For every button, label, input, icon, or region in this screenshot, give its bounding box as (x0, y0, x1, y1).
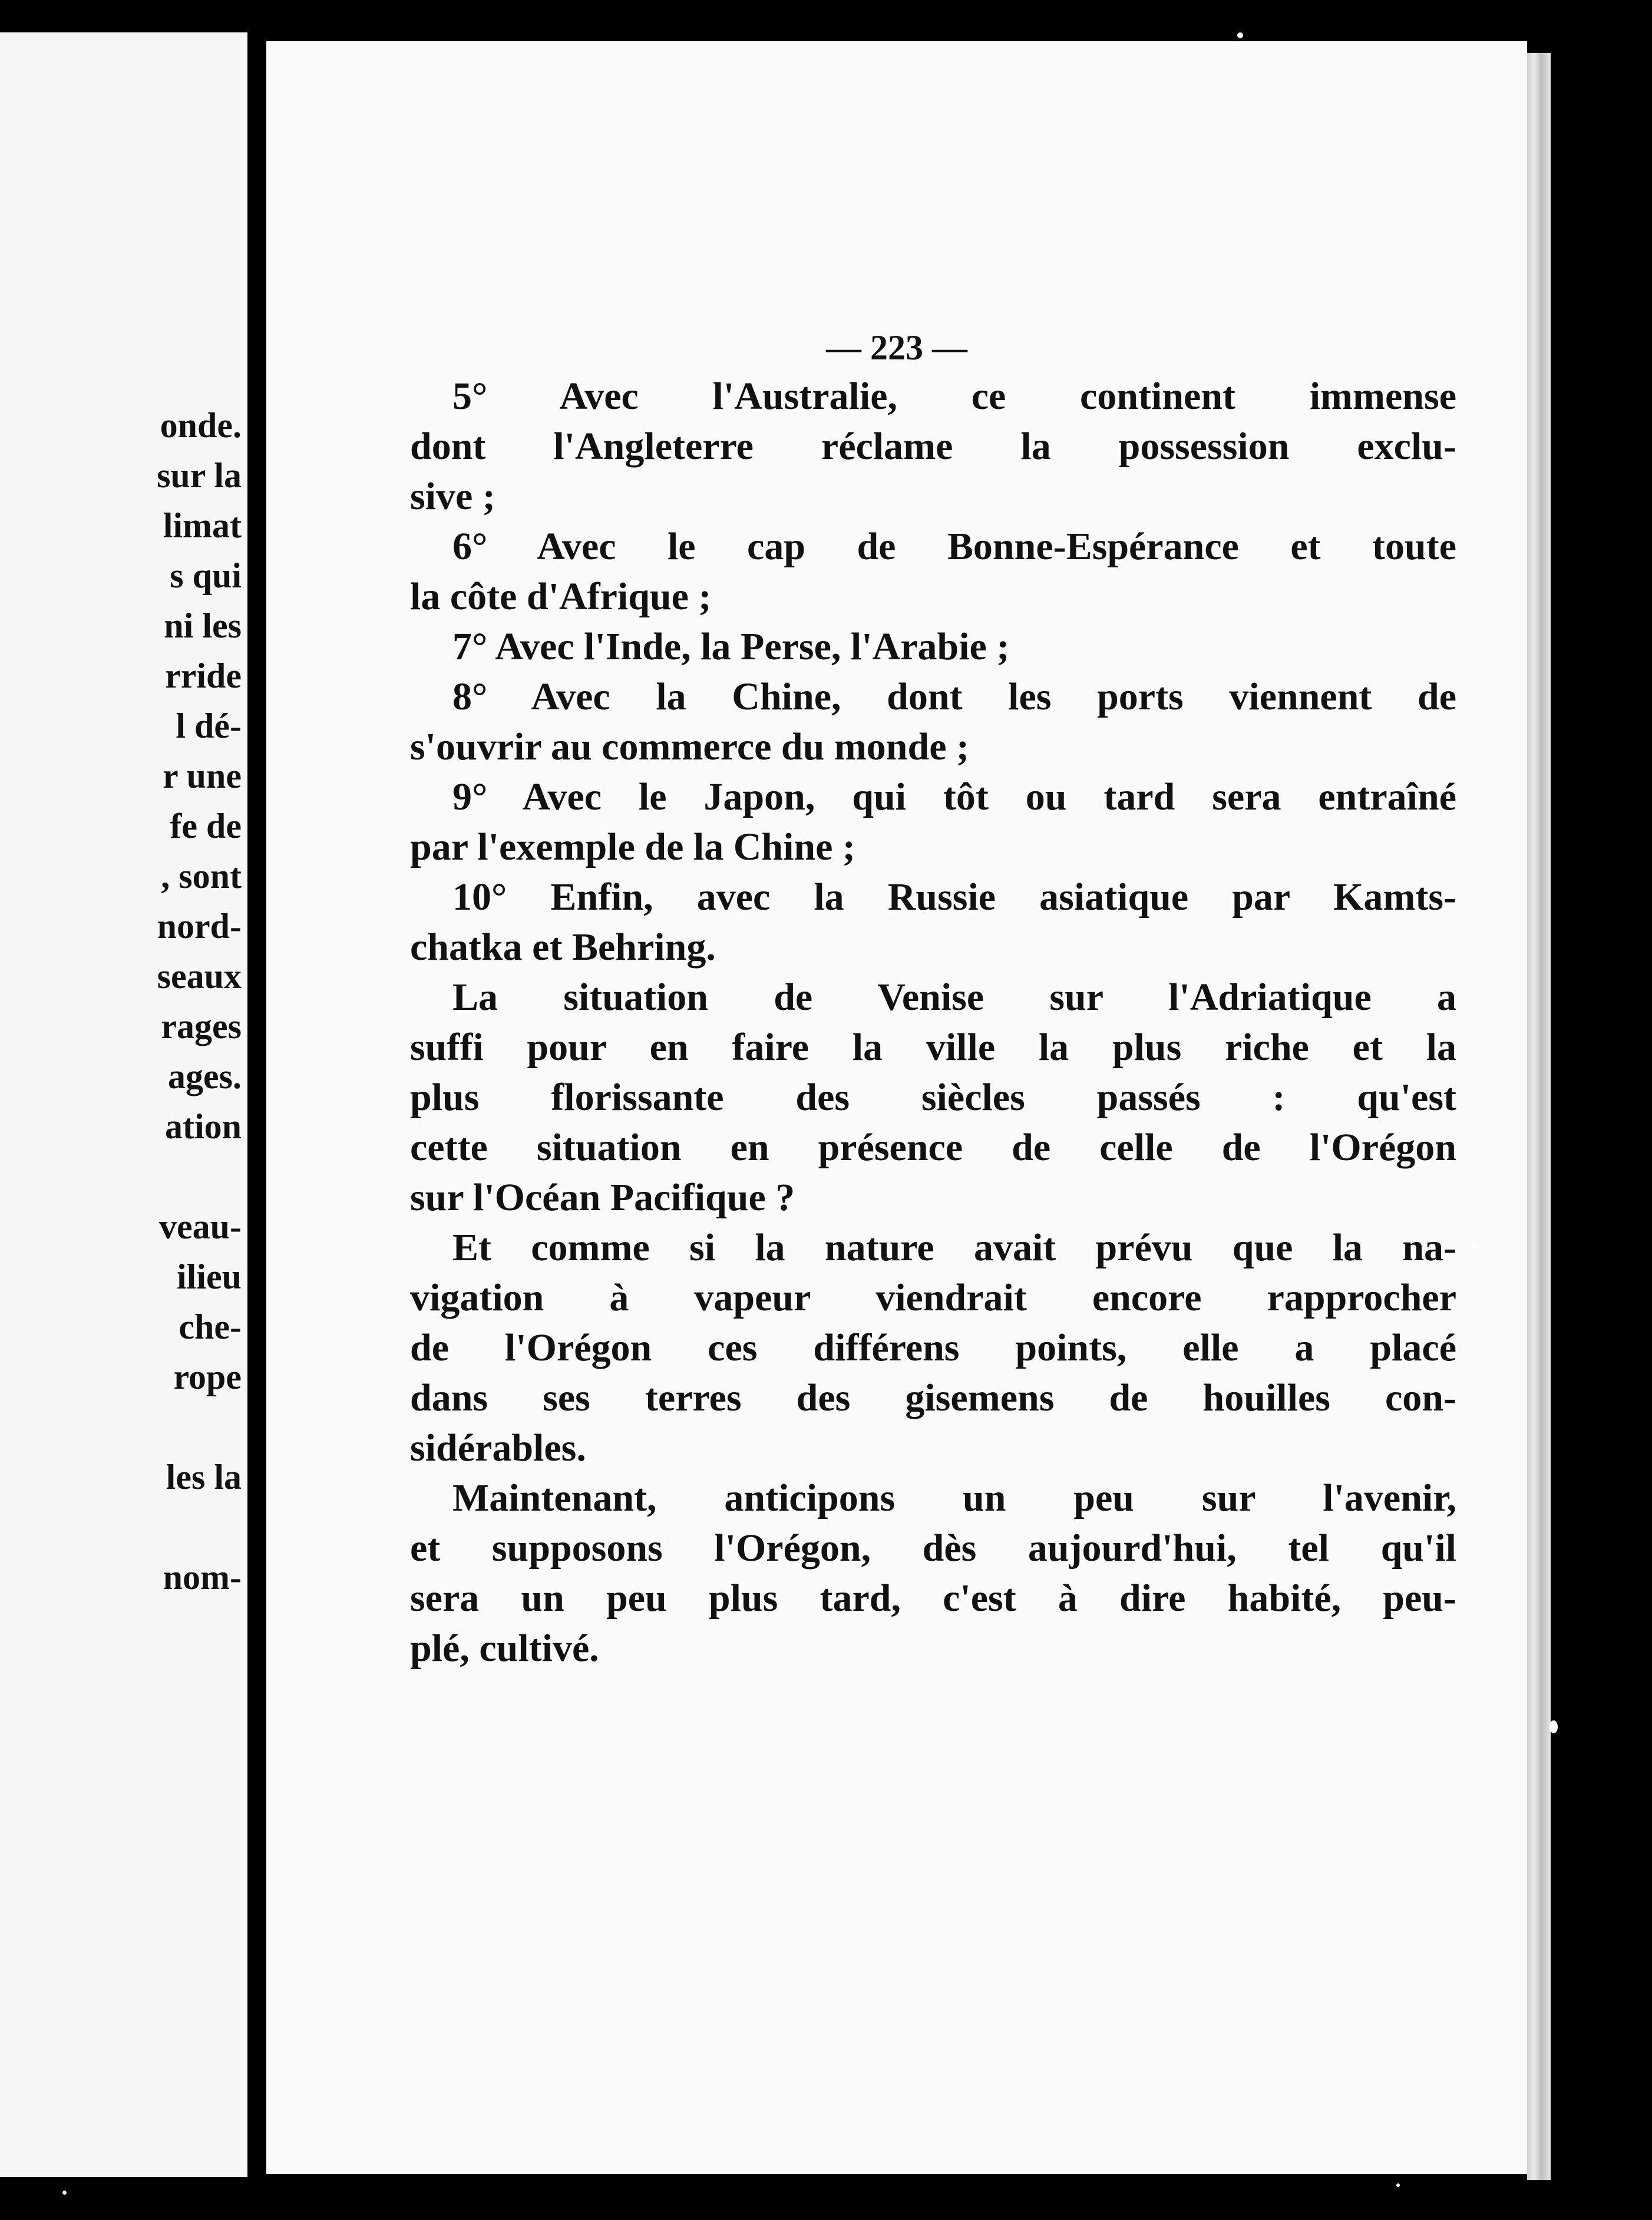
left-line: ilieu (176, 1257, 242, 1296)
left-line: sur la (157, 456, 242, 495)
text-line: la côte d'Afrique ; (410, 575, 712, 618)
left-line: limat (163, 506, 242, 545)
text-line: vigation à vapeur viendrait encore rapprocher (410, 1276, 1456, 1319)
text-line: dont l'Angleterre réclame la possession exclu- (410, 425, 1456, 468)
book-gutter (247, 47, 265, 2192)
text-line: par l'exemple de la Chine ; (410, 825, 855, 868)
text-line: sera un peu plus tard, c'est à dire habité, peu- (410, 1577, 1456, 1620)
left-line: veau- (159, 1207, 242, 1246)
left-line: r une (163, 756, 242, 795)
page-number: — 223 — (826, 328, 967, 367)
left-line: ages. (168, 1057, 242, 1096)
right-page (266, 41, 1527, 2174)
left-line: seaux (157, 957, 242, 996)
text-line: sur l'Océan Pacifique ? (410, 1176, 795, 1219)
text-line: plus florissante des siècles passés : qu'est (410, 1076, 1456, 1119)
text-line: 6° Avec le cap de Bonne-Espérance et toute (452, 525, 1456, 568)
left-line: rages (161, 1007, 242, 1046)
scan-speck (1396, 2183, 1400, 2187)
text-line: et supposons l'Orégon, dès aujourd'hui, tel qu'il (410, 1527, 1456, 1570)
page-edge (1527, 53, 1551, 2180)
text-line: sive ; (410, 475, 495, 518)
scan-speck (1237, 32, 1243, 38)
text-line: 10° Enfin, avec la Russie asiatique par Kamts- (452, 876, 1456, 919)
text-line: suffi pour en faire la ville la plus riche et la (410, 1026, 1456, 1069)
left-line: rope (173, 1357, 242, 1396)
scan-speck (1549, 1720, 1558, 1733)
text-line: La situation de Venise sur l'Adriatique a (452, 976, 1456, 1019)
left-line: ni les (164, 606, 242, 645)
left-line: les la (166, 1458, 242, 1496)
scan-speck (62, 2191, 67, 2195)
text-line: dans ses terres des gisemens de houilles con- (410, 1376, 1456, 1419)
left-line: fe de (170, 807, 242, 845)
left-line: nom- (163, 1558, 242, 1597)
left-line: nord- (157, 907, 242, 946)
text-line: sidérables. (410, 1426, 586, 1469)
text-line: 7° Avec l'Inde, la Perse, l'Arabie ; (452, 625, 1010, 668)
left-page-fragment (0, 32, 247, 2177)
text-line: Maintenant, anticipons un peu sur l'avenir, (452, 1476, 1456, 1519)
text-line: cette situation en présence de celle de l'Orégon (410, 1126, 1456, 1169)
text-line: 8° Avec la Chine, dont les ports viennent de (452, 675, 1456, 718)
left-line: onde. (160, 406, 242, 445)
left-line: , sont (161, 857, 242, 896)
left-line: l dé- (176, 706, 242, 745)
text-line: plé, cultivé. (410, 1627, 599, 1670)
text-line: chatka et Behring. (410, 926, 716, 969)
left-line: che- (179, 1307, 242, 1346)
scan-speck (1473, 1243, 1476, 1247)
left-line: s qui (170, 556, 242, 595)
text-line: Et comme si la nature avait prévu que la na- (452, 1226, 1456, 1269)
text-line: 9° Avec le Japon, qui tôt ou tard sera entraîné (452, 775, 1456, 818)
left-line: rride (165, 656, 242, 695)
text-line: de l'Orégon ces différens points, elle a placé (410, 1326, 1456, 1369)
text-line: 5° Avec l'Australie, ce continent immense (452, 375, 1456, 418)
text-line: s'ouvrir au commerce du monde ; (410, 725, 969, 768)
left-line: ation (164, 1107, 242, 1146)
